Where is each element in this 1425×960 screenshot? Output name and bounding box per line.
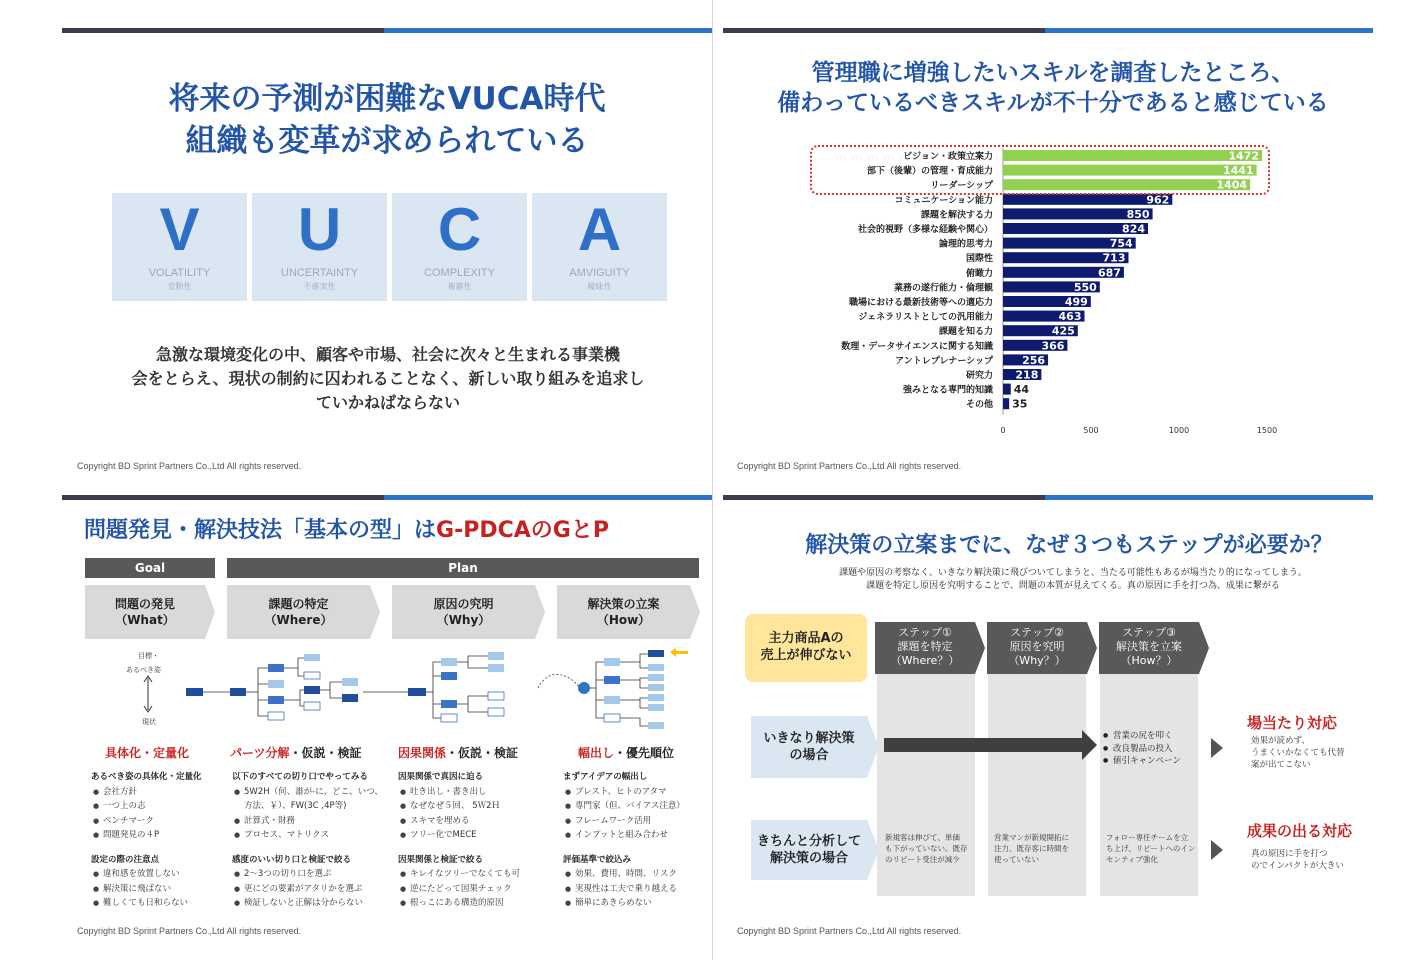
category-label: ビジョン・政策立案力: [903, 152, 993, 162]
vuca-card-u: [252, 193, 387, 301]
result-analysis-desc: [1251, 848, 1344, 872]
col-heading: 以下のすべての切り口でやってみる: [232, 772, 368, 782]
slide-vuca[interactable]: [0, 0, 712, 480]
category-rest: ・仮説・検証: [446, 746, 519, 760]
col-item: ● 効果、費用、時間、リスク: [563, 867, 708, 882]
vuca-japanese: 変動性: [167, 282, 192, 291]
step-label: 原因の究明: [433, 597, 494, 611]
step-how: [557, 585, 690, 639]
slide-title: 解決策の立案までに、なぜ３つもステップが必要か？: [805, 533, 1333, 558]
category-2: [230, 744, 362, 761]
value-label: 1472: [1228, 149, 1260, 163]
col-item: ● 逆にたどって因果チェック: [398, 882, 548, 897]
col-heading: 因果関係で真因に迫る: [398, 772, 484, 782]
col-item: ● 会社方針: [91, 785, 221, 800]
col-item: ● プロセス、マトリクス: [232, 828, 390, 843]
col-heading: 感度のいい切り口と検証で絞る: [232, 854, 352, 865]
col-item: ● 更にどの要素がアタリかを選ぶ: [232, 882, 390, 897]
row-label-line: きちんと分析して: [756, 834, 861, 849]
category-red: パーツ分解: [230, 746, 290, 760]
step-num: ステップ③: [1122, 626, 1176, 639]
value-label: 754: [1109, 237, 1133, 251]
row-label-jump: [751, 716, 867, 778]
result-arrow-icon: [1211, 738, 1223, 758]
bar: [1003, 398, 1009, 409]
result-jump: 場当たり対応: [1247, 714, 1338, 732]
category-red: 因果関係: [398, 746, 447, 760]
col-item: ● ブレスト、ヒトのアタマ: [563, 785, 708, 800]
row-label-line: 解決策の場合: [769, 851, 848, 866]
problem-box: [745, 614, 867, 682]
category-label: その他: [965, 400, 993, 411]
step-sub: （How？）: [1120, 654, 1178, 667]
top-bar: [62, 495, 712, 500]
body-line: 急激な環境変化の中、顧客や市場、社会に次々と生まれる事業機: [155, 345, 620, 364]
desc-line: うまくいかなくても代替: [1251, 748, 1345, 758]
value-label: 44: [1013, 383, 1030, 397]
vuca-japanese: 曖昧性: [587, 282, 612, 291]
step-why: [392, 585, 535, 639]
slide-skills-chart[interactable]: [713, 0, 1425, 480]
step-sub: （What）: [115, 613, 175, 627]
col-item: ● フレームワーク活用: [563, 814, 708, 829]
phase-goal: [85, 558, 215, 578]
phase-plan: [227, 558, 699, 578]
value-label: 35: [1012, 397, 1028, 411]
category-red: 幅出し: [578, 746, 615, 760]
value-label: 425: [1051, 324, 1075, 338]
vuca-english: COMPLEXITY: [424, 267, 495, 279]
col-item: ● なぜなぜ５回、 5Ｗ2Ｈ: [398, 799, 548, 814]
value-label: 850: [1126, 207, 1150, 221]
value-label: 1441: [1222, 164, 1254, 178]
vuca-letter: U: [297, 196, 342, 263]
tree-label-current: 現状: [142, 718, 156, 726]
col-heading: あるべき姿の具体化・定量化: [91, 772, 202, 782]
analysis-cell-2: [994, 832, 1069, 865]
phase-label: Goal: [134, 561, 166, 575]
step-3-header: [1099, 622, 1199, 674]
col-item: ● 吐き出し・書き出し: [398, 785, 548, 800]
cell-line: 使っていない: [994, 855, 1039, 864]
jump-arrow: [884, 738, 1082, 752]
col-item: ● 簡単にあきらめない: [563, 896, 708, 911]
top-bar: [723, 495, 1373, 500]
vuca-english: UNCERTAINTY: [280, 267, 359, 279]
value-label: 1404: [1216, 178, 1248, 192]
category-label: 論理的思考力: [938, 239, 993, 250]
slide-three-steps[interactable]: [713, 480, 1425, 960]
slide-title: [62, 78, 712, 162]
highlight-box: [810, 145, 1270, 195]
tick-label: 1500: [1256, 425, 1278, 435]
col-item: ● ツリー化でMECE: [398, 828, 548, 843]
row-label-line: の場合: [789, 748, 829, 763]
category-3: [398, 744, 518, 761]
step-sub: （Why）: [436, 613, 491, 627]
col-item: ● 計算式・財務: [232, 814, 390, 829]
copyright: Copyright BD Sprint Partners Co.,Ltd All rights reserved.: [77, 461, 302, 471]
subtitle: [743, 567, 1403, 593]
col-heading: まずアイデアの幅出し: [563, 772, 648, 782]
step-sub: （Why？）: [1008, 654, 1066, 667]
value-label: 463: [1058, 310, 1082, 324]
slide-title: [84, 513, 609, 544]
vuca-letter: A: [577, 196, 622, 263]
bullet-item: ● 改良製品の投入: [1103, 743, 1181, 756]
tick-label: 500: [1083, 425, 1099, 435]
desc-line: 真の原因に手を打つ: [1251, 849, 1328, 859]
col-item: ● 一つ上の志: [91, 799, 221, 814]
category-label: 課題を解決する力: [920, 210, 993, 221]
step-sub: （How）: [596, 613, 651, 627]
body-line: 会をとらえ、現状の制約に囚われることなく、新しい取り組みを追求し: [131, 369, 645, 388]
category-red: 具体化・定量化: [105, 746, 190, 760]
title-line: 備わっているべきスキルが不十分であると感じている: [777, 90, 1329, 116]
col-heading: 設定の際の注意点: [91, 854, 160, 865]
vuca-japanese: 不確実性: [303, 282, 336, 291]
row-label-analysis: [751, 820, 867, 880]
value-label: 256: [1022, 353, 1046, 367]
bullet-item: ● 値引キャンペーン: [1103, 755, 1181, 768]
title-highlight: G-PDCAのGとP: [436, 518, 609, 543]
vuca-letter: V: [159, 196, 200, 263]
category-label: 研究力: [965, 371, 993, 381]
value-label: 550: [1073, 280, 1097, 294]
value-label: 713: [1102, 251, 1126, 265]
vuca-card-v: [112, 193, 247, 301]
step-label: 問題の発見: [114, 597, 175, 611]
value-label: 218: [1015, 368, 1039, 382]
step-where: [227, 585, 370, 639]
col-item: ● 5W2H（何、誰が-に、どこ、いつ、方法、￥）、FW(3C ,4P等): [232, 785, 390, 814]
category-rest: ・優先順位: [614, 746, 675, 760]
title-line: 管理職に増強したいスキルを調査したところ、: [811, 60, 1295, 86]
desc-line: のでインパクトが大きい: [1251, 861, 1344, 871]
title-line: 組織も変革が求められている: [185, 123, 589, 159]
category-label: 数理・データサイエンスに関する知識: [841, 341, 993, 352]
title-main: 問題発見・解決技法「基本の型」は: [84, 518, 437, 543]
category-label: コミュニケーション能力: [894, 195, 993, 206]
category-label: 部下（後輩）の管理・育成能力: [866, 166, 993, 177]
tick-label: 0: [1000, 425, 1006, 435]
step-label: 課題を特定: [897, 640, 953, 653]
problem-line: 売上が伸びない: [760, 648, 852, 663]
bar: [1003, 384, 1011, 395]
problem-line: 主力商品Aの: [768, 631, 844, 646]
subtitle-line: 課題や原因の考察なく、いきなり解決策に飛びついてしまうと、当たる可能性もあるが場当たり的になってしまう。: [839, 568, 1307, 578]
copyright: Copyright BD Sprint Partners Co.,Ltd All rights reserved.: [737, 461, 962, 471]
cell-line: 営業マンが新規開拓に: [994, 833, 1069, 842]
bullet-item: ● 営業の尻を叩く: [1103, 730, 1181, 743]
desc-line: 案が出てこない: [1251, 760, 1311, 770]
col-item: ● キレイなツリーでなくても可: [398, 867, 548, 882]
analysis-cell-3: [1106, 832, 1195, 865]
phase-label: Plan: [448, 561, 478, 575]
result-jump-desc: [1251, 735, 1345, 771]
subtitle-line: 課題を特定し原因を究明することで、問題の本質が見えてくる。真の原因に手を打つ為、成果に繋がる: [866, 581, 1280, 591]
col-item: ● スキマを埋める: [398, 814, 548, 829]
step-what: [85, 585, 205, 639]
step-num: ステップ①: [898, 626, 952, 639]
slide-title: [753, 58, 1353, 118]
col-item: ● 問題発見の４P: [91, 828, 221, 843]
tree-label-goal: 目標・: [138, 652, 159, 660]
column-4: [563, 770, 708, 911]
cell-line: 新規客は伸びて、単価: [885, 833, 960, 842]
copyright: Copyright BD Sprint Partners Co.,Ltd All rights reserved.: [737, 926, 962, 936]
col-item: ● ベンチマーク: [91, 814, 221, 829]
category-1: [105, 744, 189, 761]
col-item: ● 根っこにある構造的原因: [398, 896, 548, 911]
step-label: 解決策の立案: [587, 597, 660, 611]
vuca-japanese: 複雑性: [447, 282, 472, 291]
slide-gpdca[interactable]: [0, 480, 712, 960]
col-heading: 因果関係と検証で絞る: [398, 854, 484, 865]
category-label: ジェネラリストとしての汎用能力: [858, 312, 993, 323]
step-num: ステップ②: [1010, 626, 1064, 639]
value-label: 962: [1146, 193, 1170, 207]
value-label: 499: [1064, 295, 1088, 309]
top-bar: [723, 28, 1373, 33]
column-2: [232, 770, 390, 911]
category-label: 強みとなる専門的知識: [902, 385, 993, 396]
body-line: ていかねばならない: [315, 393, 460, 412]
col-item: ● 実現性は工夫で乗り越える: [563, 882, 708, 897]
step-sub: （Where）: [264, 613, 333, 627]
body-text: [108, 343, 668, 415]
category-4: [578, 744, 674, 761]
step-2-header: [987, 622, 1087, 674]
cell-line: のリピート受注が減少: [885, 855, 960, 864]
jump-bullets: [1103, 730, 1181, 768]
result-arrow-icon: [1211, 840, 1223, 860]
cell-line: センティブ強化: [1106, 855, 1158, 864]
step-sub: （Where？）: [890, 654, 960, 667]
step-label: 解決策を立案: [1116, 640, 1182, 653]
tree-label-ideal: あるべき姿: [126, 666, 161, 674]
col-item: ● インプットと組み合わせ: [563, 828, 708, 843]
col-item: ● 難しくても日和らない: [91, 896, 221, 911]
category-label: 業務の遂行能力・倫理観: [893, 283, 993, 294]
category-label: 課題を知る力: [938, 327, 993, 338]
col-item: ● 違和感を放置しない: [91, 867, 221, 882]
cell-line: ち上げ、リピートへのイン: [1106, 844, 1196, 853]
analysis-cell-1: [885, 832, 968, 865]
copyright: Copyright BD Sprint Partners Co.,Ltd All rights reserved.: [77, 926, 302, 936]
cell-line: フォロー専任チームを立: [1106, 833, 1189, 842]
step-1-header: [875, 622, 975, 674]
tick-label: 1000: [1168, 425, 1190, 435]
vuca-english: VOLATILITY: [148, 267, 211, 279]
logic-tree-diagram: [108, 648, 698, 736]
category-label: 社会的視野（多様な経験や関心）: [857, 225, 993, 235]
top-bar: [62, 28, 712, 33]
category-label: リーダーシップ: [930, 181, 993, 192]
value-label: 824: [1122, 222, 1146, 236]
vuca-card-c: [392, 193, 527, 301]
col-item: ● 検証しないと正解は分からない: [232, 896, 390, 911]
vuca-card-a: [532, 193, 667, 301]
row-label-line: いきなり解決策: [763, 731, 855, 746]
desc-line: 効果が読めず、: [1251, 736, 1310, 746]
column-1: [91, 770, 221, 911]
column-3: [398, 770, 548, 911]
vuca-letter: C: [437, 196, 482, 263]
value-label: 687: [1097, 266, 1121, 280]
value-label: 366: [1041, 339, 1065, 353]
col-heading: 評価基準で絞込み: [563, 854, 632, 865]
category-label: 俯瞰力: [965, 268, 993, 279]
category-label: 職場における最新技術等への適応力: [848, 298, 993, 308]
step-label: 原因を究明: [1009, 640, 1065, 653]
category-rest: ・仮説・検証: [289, 746, 362, 760]
jump-arrow-head: [1082, 730, 1097, 760]
cell-line: も下がっていない。既存: [885, 844, 968, 853]
step-label: 課題の特定: [268, 597, 329, 611]
result-analysis: 成果の出る対応: [1247, 822, 1353, 840]
category-label: 国際性: [965, 254, 993, 265]
category-label: アントレプレナーシップ: [895, 356, 993, 367]
title-line: 将来の予測が困難なVUCA時代: [168, 81, 606, 117]
col-item: ● 2～3つの切り口を選ぶ: [232, 867, 390, 882]
col-item: ● 解決策に飛ばない: [91, 882, 221, 897]
col-item: ● 専門家（但、バイアス注意）: [563, 799, 708, 814]
vuca-english: AMVIGUITY: [569, 267, 630, 279]
cell-line: 注力、既存客に時間を: [994, 844, 1069, 853]
